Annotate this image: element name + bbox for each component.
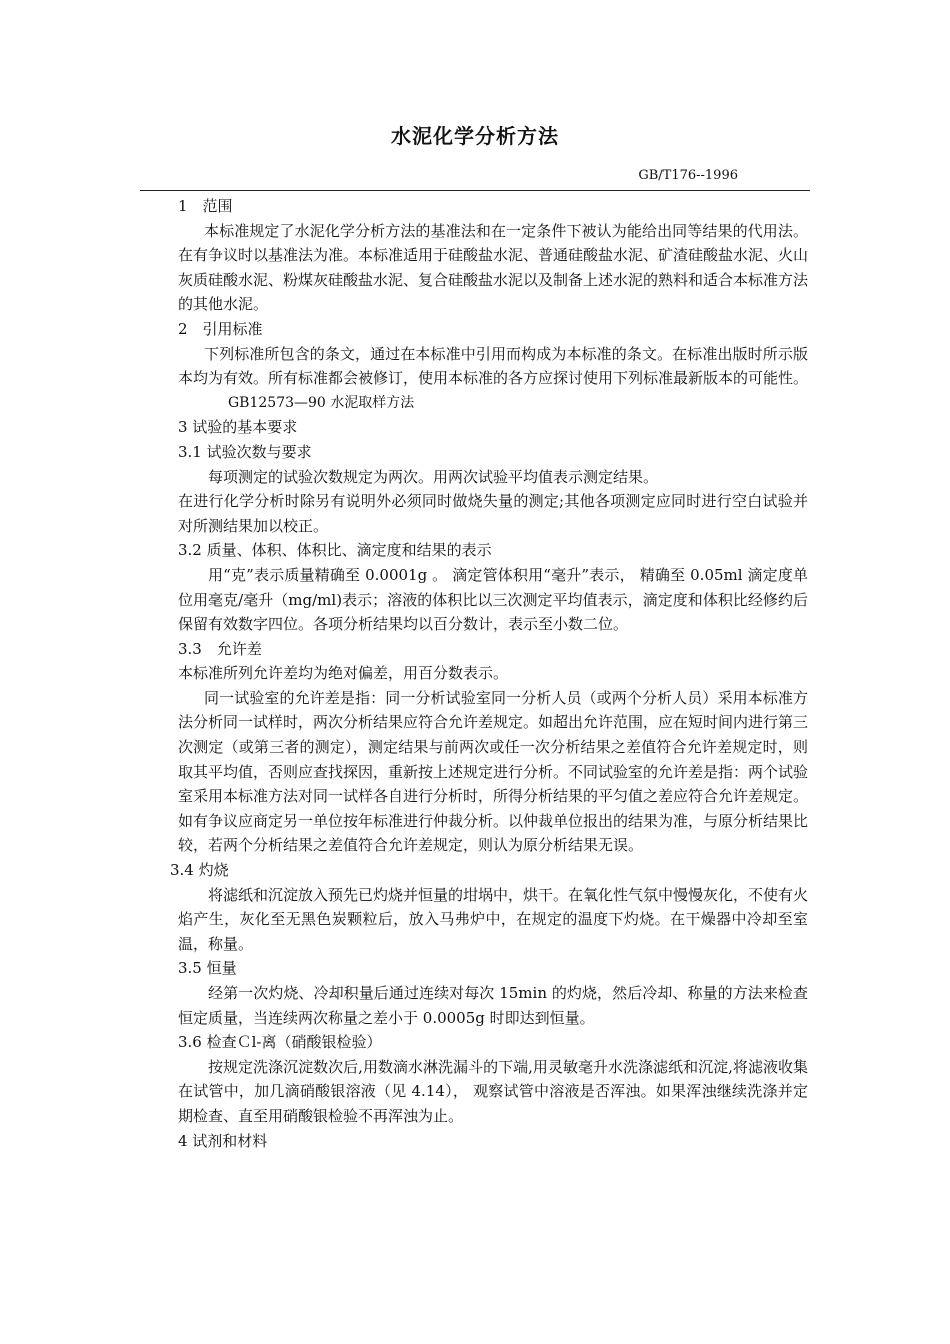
paragraph: 经第一次灼烧、冷却积量后通过连续对每次 15min 的灼烧，然后冷却、称量的方法来检查恒定质量，当连续两次称量之差小于 0.0005g 时即达到恒量。 [178, 984, 808, 1027]
section-heading: 3 试验的基本要求 [178, 418, 298, 437]
paragraph: 每项测定的试验次数规定为两次。用两次试验平均值表示测定结果。 [208, 467, 659, 486]
section-heading: 3.6 检查Ｃl-离（硝酸银检验） [178, 1033, 382, 1052]
section-heading: 1 范围 [178, 197, 233, 215]
paragraph: 本标准所列允许差均为绝对偏差，用百分数表示。 [178, 664, 509, 683]
section-heading: 2 引用标准 [178, 319, 263, 338]
paragraph: 下列标准所包含的条文，通过在本标准中引用而构成为本标准的条文。在标准出版时所示版本均为有效。所有标准都会被修订，使用本标准的各方应探讨使用下列标准最新版本的可能性。 [178, 344, 809, 388]
paragraph: 用“克”表示质量精确至 0.0001g 。 滴定管体积用“毫升”表示， 精确至 0.05ml 滴定度单位用毫克/毫升（mg/ml)表示；溶液的体积比以三次测定平均值表示，滴定度和体积比经修约后保留有效数字四位。各项分析结果均以百分数计，表示至小数二位。 [178, 565, 808, 634]
section-heading: 3.2 质量、体积、体积比、滴定度和结果的表示 [178, 541, 492, 560]
paragraph: 将滤纸和沉淀放入预先已灼烧并恒量的坩埚中，烘干。在氧化性气氛中慢慢灰化，不使有火焰产生，灰化至无黑色炭颗粒后，放入马弗炉中，在规定的温度下灼烧。在干燥器中冷却至室温，称量。 [178, 885, 809, 953]
paragraph: 同一试验室的允许差是指：同一分析试验室同一分析人员（或两个分析人员）采用本标准方法分析同一试样时，两次分析结果应符合允许差规定。如超出允许范围，应在短时间内进行第三次测定（或第三者的测定），测定结果与前两次或任一次分析结果之差值符合允许差规定时，则取其平均值，否则应查找探因，重新按上述规定进行分析。不同试验室的允许差是指：两个试验室采用本标准方法对同一试样各自进行分析时，所得分析结果的平匀值之差应符合允许差规定。如有争议应商定另一单位按年标准进行仲裁分析。以仲裁单位报出的结果为准，与原分析结果比较，若两个分析结果之差值符合允许差规定，则认为原分析结果无误。 [178, 688, 809, 855]
section-heading: 3.1 试验次数与要求 [178, 442, 312, 461]
document-title: 水泥化学分析方法 [391, 124, 559, 148]
section-heading: 3.4 灼烧 [170, 861, 229, 880]
standard-code: GB/T176--1996 [638, 168, 738, 183]
paragraph: 本标准规定了水泥化学分析方法的基准法和在一定条件下被认为能给出同等结果的代用法。在有争议时以基准法为准。本标准适用于硅酸盐水泥、普通硅酸盐水泥、矿渣硅酸盐水泥、火山灰质硅酸水泥、粉煤灰硅酸盐水泥、复合硅酸盐水泥以及制备上述水泥的熟料和适合本标准方法的其他水泥。 [178, 221, 809, 314]
section-heading: 3.3 允许差 [178, 639, 262, 658]
reference-item: GB12573—90 水泥取样方法 [228, 394, 415, 411]
section-heading: 4 试剂和材料 [178, 1131, 268, 1150]
section-heading: 3.5 恒量 [178, 959, 237, 978]
paragraph: 按规定洗涤沉淀数次后,用数滴水淋洗漏斗的下端,用灵敏毫升水洗涤滤纸和沉淀,将滤液收集在试管中，加几滴硝酸银溶液（见 4.14）， 观察试管中溶液是否浑浊。如果浑浊继续洗涤并定期检查、直至用硝酸银检验不再浑浊为止。 [178, 1057, 808, 1125]
header-divider [140, 190, 810, 191]
document-body [170, 194, 809, 1153]
paragraph: 在进行化学分析时除另有说明外必须同时做烧失量的测定;其他各项测定应同时进行空白试验并对所测结果加以校正。 [178, 492, 808, 535]
